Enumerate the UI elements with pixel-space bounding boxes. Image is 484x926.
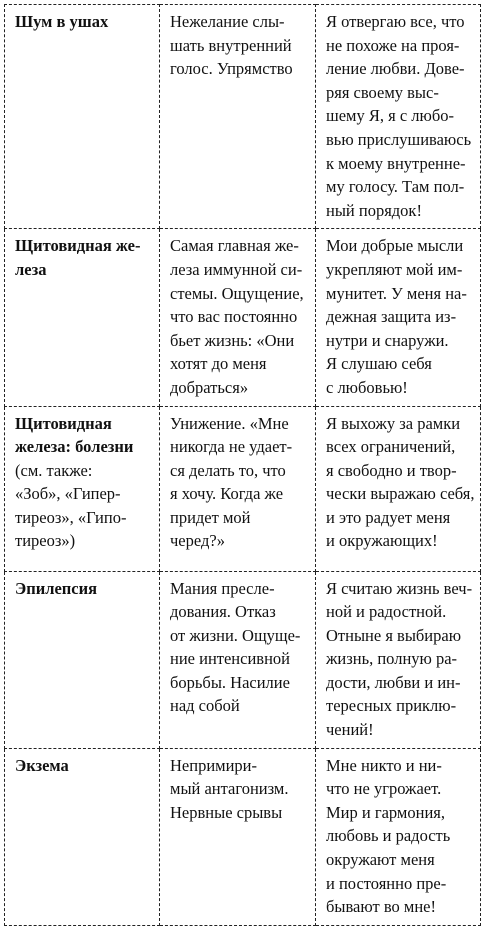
probable-cause-line: ние интенсивной (170, 649, 290, 669)
new-thought-pattern-line: му голосу. Там пол- (326, 177, 465, 197)
table-row (5, 229, 481, 406)
table-row (5, 571, 481, 748)
probable-cause-line: я хочу. Когда же (170, 484, 284, 504)
new-thought-pattern-line: вью прислушиваюсь (326, 129, 472, 149)
ailment-name (5, 406, 160, 571)
probable-cause (160, 748, 316, 925)
ailment-name-line: леза (15, 259, 47, 279)
new-thought-pattern-line: шему Я, я с любо- (326, 106, 454, 126)
ailment-name (5, 748, 160, 925)
probable-cause-line: бьет жизнь: «Они (170, 330, 295, 350)
new-thought-pattern-line: чений! (326, 720, 374, 740)
new-thought-pattern-line: мунитет. У меня на- (326, 283, 467, 303)
new-thought-pattern (316, 5, 481, 229)
new-thought-pattern (316, 406, 481, 571)
new-thought-pattern-line: Отныне я выбираю (326, 625, 462, 645)
table-row (5, 406, 481, 571)
table-row (5, 748, 481, 925)
ailment-note-line: (см. также: (15, 460, 93, 480)
new-thought-pattern-line: Я выхожу за рамки (326, 413, 461, 433)
table-row (5, 5, 481, 229)
new-thought-pattern (316, 571, 481, 748)
probable-cause-line: черед?» (170, 531, 225, 551)
probable-cause (160, 5, 316, 229)
probable-cause-line: борьбы. Насилие (170, 672, 290, 692)
new-thought-pattern-line: всех ограничений, (326, 437, 456, 457)
probable-cause-line: от жизни. Ощуще- (170, 625, 301, 645)
probable-cause-line: над собой (170, 696, 240, 716)
new-thought-pattern-line: бывают во мне! (326, 897, 436, 917)
probable-cause-line: придет мой (170, 507, 251, 527)
probable-cause-line: хотят до меня (170, 354, 267, 374)
page (4, 4, 480, 926)
ailment-name (5, 229, 160, 406)
new-thought-pattern-line: с любовью! (326, 377, 408, 397)
table-body (5, 5, 481, 926)
new-thought-pattern-line: жизнь, полную ра- (326, 649, 458, 669)
ailment-name (5, 571, 160, 748)
probable-cause-line: никогда не удает- (170, 437, 293, 457)
ailment-note-line: «Зоб», «Гипер- (15, 484, 121, 504)
probable-cause (160, 571, 316, 748)
new-thought-pattern-line: что не угрожает. (326, 779, 442, 799)
ailment-name-line: Шум в ушах (15, 12, 109, 31)
new-thought-pattern-line: ной и радостной. (326, 602, 447, 622)
probable-cause-line: добраться» (170, 377, 249, 397)
new-thought-pattern-line: Мир и гармония, (326, 802, 445, 822)
new-thought-pattern-line: ление любви. Дове- (326, 59, 465, 79)
probable-cause-line: Самая главная же- (170, 236, 299, 256)
probable-cause-line: что вас постоянно (170, 307, 298, 327)
probable-cause-line: Нервные срывы (170, 802, 283, 822)
new-thought-pattern-line: тересных приклю- (326, 696, 457, 716)
probable-cause-line: стемы. Ощущение, (170, 283, 304, 303)
new-thought-pattern-line: к моему внутренне- (326, 153, 466, 173)
new-thought-pattern (316, 229, 481, 406)
new-thought-pattern-line: Я отвергаю все, что (326, 12, 465, 31)
probable-cause-line: голос. Упрямство (170, 59, 293, 79)
probable-cause-line: леза иммунной си- (170, 259, 303, 279)
new-thought-pattern-line: укрепляют мой им- (326, 259, 463, 279)
ailment-name-line: Щитовидная же- (15, 236, 141, 256)
new-thought-pattern (316, 748, 481, 925)
probable-cause-line: мый антагонизм. (170, 779, 289, 799)
probable-cause-line: Нежелание слы- (170, 12, 285, 31)
new-thought-pattern-line: не похоже на проя- (326, 35, 460, 55)
new-thought-pattern-line: Я слушаю себя (326, 354, 432, 374)
new-thought-pattern-line: любовь и радость (326, 826, 451, 846)
probable-cause-line: ся делать то, что (170, 460, 286, 480)
new-thought-pattern-line: и окружающих! (326, 531, 438, 551)
probable-cause-line: шать внутренний (170, 35, 292, 55)
ailment-name-line: Эпилепсия (15, 578, 98, 598)
probable-cause-line: Мания пресле- (170, 578, 275, 598)
new-thought-pattern-line: дости, любви и ин- (326, 672, 461, 692)
new-thought-pattern-line: дежная защита из- (326, 307, 457, 327)
new-thought-pattern-line: Мои добрые мысли (326, 236, 464, 256)
new-thought-pattern-line: нутри и снаружи. (326, 330, 449, 350)
new-thought-pattern-line: и это радует меня (326, 507, 451, 527)
probable-cause-line: Унижение. «Мне (170, 413, 289, 433)
ailment-name-line: железа: болезни (15, 437, 134, 457)
ailment-note-line: тиреоз») (15, 531, 76, 551)
new-thought-pattern-line: Я считаю жизнь веч- (326, 578, 473, 598)
ailment-name-line: Щитовидная (15, 413, 112, 433)
ailment-name-line: Экзема (15, 755, 69, 775)
new-thought-pattern-line: ный порядок! (326, 200, 422, 220)
new-thought-pattern-line: я свободно и твор- (326, 460, 457, 480)
ailment-note-line: тиреоз», «Гипо- (15, 507, 127, 527)
probable-cause-line: Непримири- (170, 755, 257, 775)
probable-cause (160, 229, 316, 406)
probable-cause (160, 406, 316, 571)
new-thought-pattern-line: Мне никто и ни- (326, 755, 442, 775)
ailments-table (4, 4, 481, 926)
new-thought-pattern-line: чески выражаю себя, (326, 484, 475, 504)
probable-cause-line: дования. Отказ (170, 602, 276, 622)
new-thought-pattern-line: окружают меня (326, 850, 435, 870)
new-thought-pattern-line: ряя своему выс- (326, 82, 439, 102)
new-thought-pattern-line: и постоянно пре- (326, 873, 447, 893)
ailment-name (5, 5, 160, 229)
